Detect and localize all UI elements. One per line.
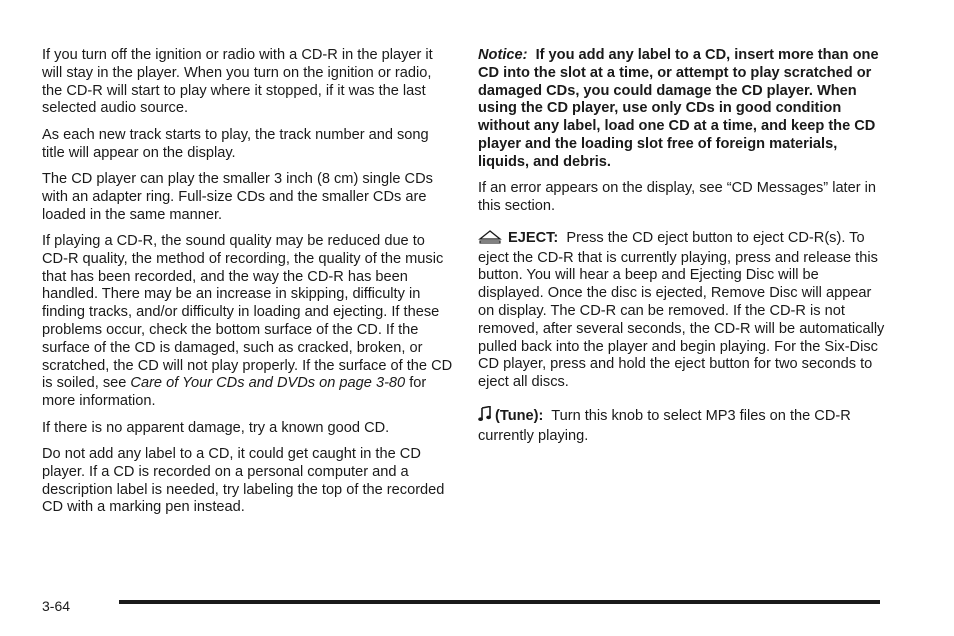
tune-label: (Tune): — [495, 407, 544, 424]
page-number: 3-64 — [42, 598, 71, 614]
eject-icon — [478, 230, 502, 250]
notice-block — [478, 47, 888, 172]
eject-text: Press the CD eject button to eject CD-R(s). To eject the CD-R that is currently playing, press and release this button. You will hear a beep and Ejecting Disc will be displayed. Once the disc is ejected, Remove Disc will appear on display. The CD-R can be removed. If the CD-R is not removed, after several seconds, the CD-R will be automatically pulled back into the player and begin playing. For the Six-Disc CD player, press and hold the eject button for two seconds to eject all discs. — [478, 229, 885, 391]
paragraph-known-good-cd: If there is no apparent damage, try a known good CD. — [42, 419, 390, 436]
footer-rule — [119, 600, 880, 604]
eject-label: EJECT: — [508, 229, 559, 246]
paragraph-track-display: As each new track starts to play, the track number and song title will appear on the display. — [42, 126, 429, 161]
cdr-quality-end: for more information. — [42, 375, 427, 410]
care-of-cds-reference: Care of Your CDs and DVDs on page 3-80 — [130, 375, 406, 392]
right-column — [478, 47, 888, 454]
music-note-icon — [478, 406, 492, 428]
paragraph-cdr-ignition: If you turn off the ignition or radio with a CD-R in the player it will stay in the player. When you turn on the ignition or radio, the CD-R will start to play where it stopped, if it was the last selected audio source. — [42, 47, 433, 117]
notice-label: Notice: — [478, 47, 528, 63]
paragraph-error-messages: If an error appears on the display, see “CD Messages” later in this section. — [478, 180, 876, 214]
tune-text: Turn this knob to select MP3 files on the CD-R currently playing. — [478, 407, 851, 444]
eject-description — [478, 230, 888, 392]
tune-description — [478, 406, 888, 446]
notice-text: If you add any label to a CD, insert more than one CD into the slot at a time, or attempt to play scratched or damaged CDs, you could damage the CD player. When using the CD player, use only CDs in good condition without any label, load one CD at a time, and keep the CD player and the loading slot free of foreign materials, liquids, and debris. — [478, 47, 879, 170]
cdr-quality-text: If playing a CD-R, the sound quality may be reduced due to CD-R quality, the method of recording, the quality of the music that has been recorded, and the way the CD-R has been handled. There may be an increase in skipping, difficulty in finding tracks, and/or difficulty in loading and ejecting. If these problems occur, check the bottom surface of the CD. If the surface of the CD is damaged, such as cracked, broken, or scratched, the CD will not play properly. If the surface of the CD is soiled, see — [42, 232, 453, 392]
left-column — [42, 47, 454, 526]
paragraph-cdr-quality — [42, 233, 454, 411]
paragraph-small-cds: The CD player can play the smaller 3 inch (8 cm) single CDs with an adapter ring. Full-size CDs and the smaller CDs are loaded in the same manner. — [42, 170, 433, 223]
paragraph-label-warning: Do not add any label to a CD, it could get caught in the CD player. If a CD is recorded on a personal computer and a description label is needed, try labeling the top of the recorded CD with a marking pen instead. — [42, 445, 445, 516]
